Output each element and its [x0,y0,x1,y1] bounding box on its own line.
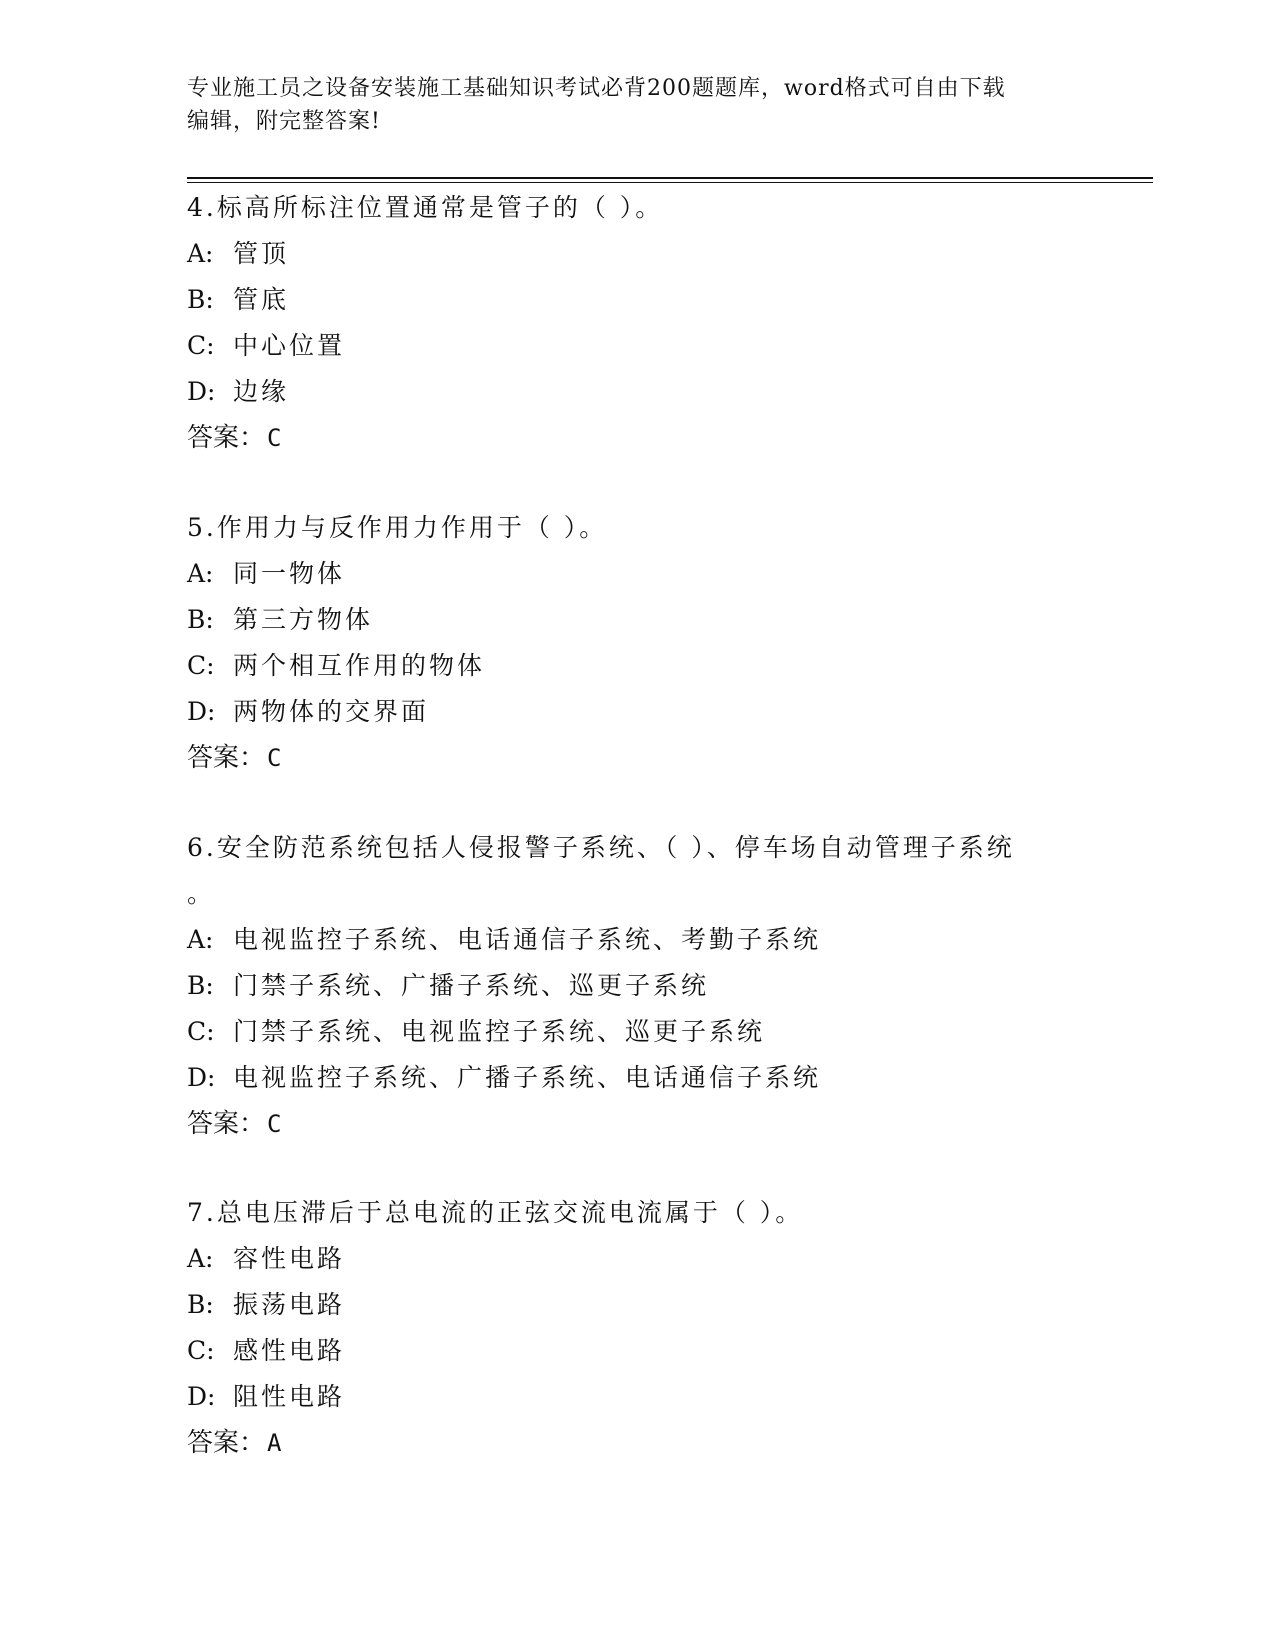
option-key: C: [187,651,215,680]
option-key: A: [187,239,214,268]
option-a [187,1236,1147,1282]
answer-value: A [267,1429,282,1457]
header-divider-thick [187,177,1153,179]
question-stem-continued: 。 [187,879,216,908]
question-stem: 5.作用力与反作用力作用于（ ）。 [187,513,608,542]
option-a [187,231,1147,277]
answer-line [187,415,1147,461]
answer-value: C [267,744,282,772]
option-key: B: [187,605,214,634]
option-c [187,1009,1147,1055]
option-key: C: [187,331,215,360]
option-text: 门禁子系统、广播子系统、巡更子系统 [233,971,710,1000]
question-6 [187,825,1147,1147]
option-text: 电视监控子系统、电话通信子系统、考勤子系统 [233,925,822,954]
option-key: A: [187,559,214,588]
question-7 [187,1190,1147,1466]
option-text: 管底 [233,285,290,314]
header-line-1: 专业施工员之设备安装施工基础知识考试必背200题题库，word格式可自由下载 [187,76,1006,101]
document-header [187,72,1087,138]
option-text: 中心位置 [233,331,346,360]
option-d [187,369,1147,415]
answer-label: 答案： [187,1428,266,1458]
question-stem: 4.标高所标注位置通常是管子的（ ）。 [187,193,664,222]
option-text: 第三方物体 [233,605,374,634]
answer-label: 答案： [187,423,266,453]
option-key: B: [187,971,214,1000]
option-key: D: [187,1382,216,1411]
option-text: 边缘 [233,377,290,406]
option-key: D: [187,1063,216,1092]
answer-line [187,735,1147,781]
option-b [187,597,1147,643]
option-text: 阻性电路 [233,1382,346,1411]
option-c [187,643,1147,689]
question-4 [187,185,1147,461]
answer-line [187,1101,1147,1147]
option-a [187,551,1147,597]
option-text: 振荡电路 [233,1290,346,1319]
option-key: B: [187,285,214,314]
question-5 [187,505,1147,781]
option-key: A: [187,1244,214,1273]
option-text: 两物体的交界面 [233,697,430,726]
option-b [187,963,1147,1009]
header-divider-thin [187,182,1153,183]
option-b [187,1282,1147,1328]
option-key: A: [187,925,214,954]
header-line-2: 编辑，附完整答案! [187,109,381,134]
option-text: 同一物体 [233,559,346,588]
option-d [187,689,1147,735]
option-text: 两个相互作用的物体 [233,651,486,680]
option-text: 门禁子系统、电视监控子系统、巡更子系统 [233,1017,766,1046]
option-key: C: [187,1336,215,1365]
option-b [187,277,1147,323]
option-text: 电视监控子系统、广播子系统、电话通信子系统 [233,1063,822,1092]
option-c [187,1328,1147,1374]
option-key: D: [187,697,216,726]
answer-value: C [267,424,282,452]
answer-label: 答案： [187,743,266,773]
option-key: C: [187,1017,215,1046]
option-key: D: [187,377,216,406]
option-text: 管顶 [233,239,290,268]
option-d [187,1055,1147,1101]
option-text: 感性电路 [233,1336,346,1365]
answer-label: 答案： [187,1109,266,1139]
option-a [187,917,1147,963]
option-c [187,323,1147,369]
option-d [187,1374,1147,1420]
option-text: 容性电路 [233,1244,346,1273]
answer-line [187,1420,1147,1466]
answer-value: C [267,1110,282,1138]
question-stem: 7.总电压滞后于总电流的正弦交流电流属于（ ）。 [187,1198,804,1227]
option-key: B: [187,1290,214,1319]
question-stem: 6.安全防范系统包括人侵报警子系统、（ ）、停车场自动管理子系统 [187,833,1015,862]
